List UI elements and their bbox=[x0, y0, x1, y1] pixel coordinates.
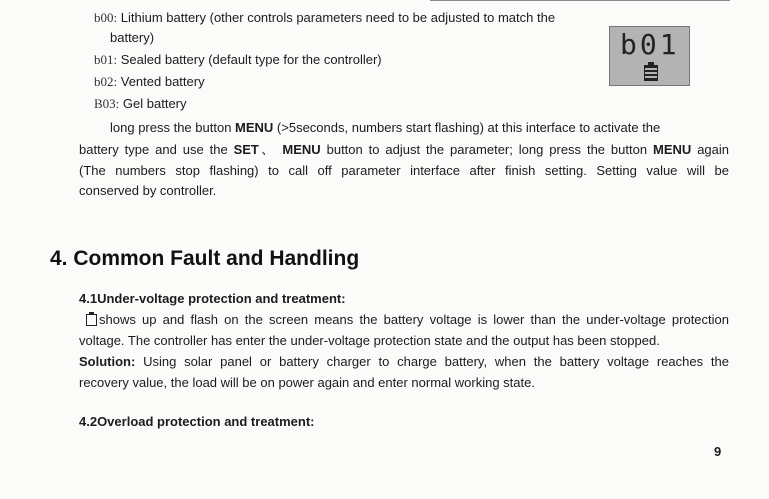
subsection-heading-4-2: 4.2Overload protection and treatment: bbox=[79, 414, 315, 429]
battery-type-b03 bbox=[94, 94, 187, 114]
battery-type-b02 bbox=[94, 72, 205, 92]
battery-code: B03: bbox=[94, 96, 120, 111]
page-number: 9 bbox=[714, 444, 722, 459]
battery-desc: Sealed battery (default type for the controller) bbox=[120, 52, 382, 67]
menu-keyword: MENU bbox=[653, 142, 692, 157]
instruction-text: button to adjust the parameter; long press the button bbox=[320, 142, 653, 157]
subsection-heading-4-1: 4.1Under-voltage protection and treatment: bbox=[79, 291, 346, 306]
instruction-line-4: conserved by controller. bbox=[79, 183, 217, 198]
battery-code: b00: bbox=[94, 10, 118, 25]
instruction-text: again bbox=[691, 142, 729, 157]
instruction-line-3: (The numbers stop flashing) to call off parameter interface after finish setting. Setting value will be bbox=[79, 163, 729, 178]
sub1-line-2: voltage. The controller has enter the under-voltage protection state and the output has been stopped. bbox=[79, 333, 660, 348]
instruction-line-1 bbox=[110, 118, 660, 138]
battery-type-b00 bbox=[94, 8, 555, 28]
sub1-line-4: recovery value, the load will be on power again and enter normal working state. bbox=[79, 375, 535, 390]
instruction-line-2 bbox=[79, 140, 729, 160]
menu-keyword: MENU bbox=[282, 142, 321, 157]
sub1-line-3 bbox=[79, 352, 729, 372]
battery-type-b01 bbox=[94, 50, 382, 70]
instruction-text: battery type and use the bbox=[79, 142, 234, 157]
instruction-text: (>5seconds, numbers start flashing) at this interface to activate the bbox=[273, 120, 661, 135]
battery-code: b02: bbox=[94, 74, 118, 89]
battery-icon bbox=[644, 65, 658, 81]
lcd-display bbox=[609, 26, 690, 86]
battery-desc: Vented battery bbox=[120, 74, 205, 89]
sub1-line-1 bbox=[86, 310, 729, 330]
solution-label: Solution: bbox=[79, 354, 136, 369]
menu-keyword: MENU bbox=[235, 120, 274, 135]
lcd-digits: b01 bbox=[620, 28, 680, 61]
instruction-text: long press the button bbox=[110, 120, 236, 135]
set-keyword: SET bbox=[233, 142, 259, 157]
section-heading: 4. Common Fault and Handling bbox=[50, 247, 360, 270]
sub1-text: shows up and flash on the screen means the battery voltage is lower than the under-voltage protection bbox=[99, 312, 729, 327]
battery-type-b00-cont: battery) bbox=[110, 30, 155, 45]
battery-desc: Lithium battery (other controls parameters need to be adjusted to match the bbox=[120, 10, 556, 25]
sub1-text: Using solar panel or battery charger to charge battery, when the battery voltage reaches the bbox=[135, 354, 729, 369]
battery-desc: Gel battery bbox=[122, 96, 187, 111]
battery-code: b01: bbox=[94, 52, 118, 67]
battery-outline-icon bbox=[86, 314, 97, 326]
top-rule bbox=[430, 0, 730, 1]
separator: 、 bbox=[258, 142, 277, 157]
